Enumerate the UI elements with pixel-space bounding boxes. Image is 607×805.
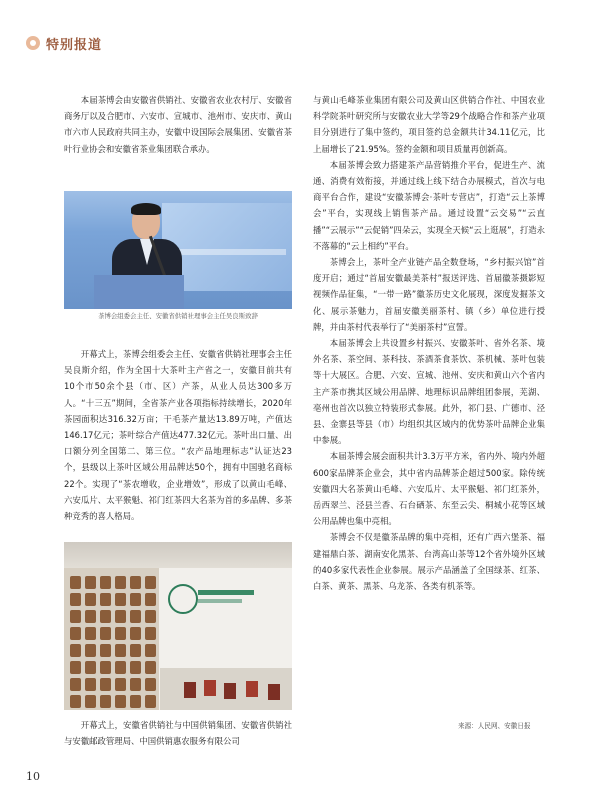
shelf-tea-can bbox=[85, 576, 96, 589]
shelf-tea-can bbox=[70, 644, 81, 657]
paragraph-product-range: 茶博会不仅是徽茶品牌的集中亮相，还有广西六堡茶、福建福鼎白茶、湖南安化黑茶、台湾高山茶等12个省外境外区域的40多家代表性企业参展。展示产品涵盖了全国绿茶、红茶、白茶、黄茶、黑茶、乌龙茶、各类有机茶等。 bbox=[313, 532, 545, 592]
paragraph-cloud-platform: 本届茶博会致力搭建茶产品营销推介平台，促进生产、流通、消费有效衔接，并通过线上线下结合办展模式，首次与电商平台合作，建设“安徽茶博会·茶叶专营店”，打造“云上茶博会”平台，实现线上销售茶产品。通过设置“云交易”“云直播”“云展示”“云促销”四朵云，实现全天候“云上逛展”，打造永不落幕的“云上相约”平台。 bbox=[313, 159, 545, 251]
shelf-tea-can bbox=[145, 678, 156, 691]
paragraph-rural-revitalization: 茶博会上，茶叶全产业链产品全数登场，“乡村振兴馆”首度开启；通过“首届安徽最美茶村”报送评选、首届徽茶摄影短视频作品征集，“一带一路”徽茶历史文化展现，深度发掘茶文化、展示茶魅力，首届安徽美丽茶村、镇（乡）单位进行授牌，并由茶村代表举行了“美丽茶村”宣誓。 bbox=[313, 257, 545, 332]
shelf-tea-can bbox=[130, 695, 141, 708]
shelf-tea-can bbox=[130, 678, 141, 691]
shelf-tea-can bbox=[70, 627, 81, 640]
shelf-tea-can bbox=[85, 695, 96, 708]
shelf-tea-can bbox=[115, 661, 126, 674]
shelf-tea-can bbox=[85, 610, 96, 623]
shelf-tea-can bbox=[100, 576, 111, 589]
shelf-tea-can bbox=[100, 593, 111, 606]
shelf-tea-can bbox=[145, 610, 156, 623]
shelf-tea-can bbox=[70, 593, 81, 606]
paragraph-opening-speech: 开幕式上，茶博会组委会主任、安徽省供销社理事会主任吴良斯介绍，作为全国十大茶叶主产省之一，安徽目前共有10个市50余个县（市、区）产茶，从业人员达300多万人。“十三五”期间，全省茶产业各项指标持续增长，2020年茶园面积达316.32万亩；干毛茶产量达13.89万吨，产值达146.17亿元；茶叶综合产值达477.32亿元。茶叶出口量、出口额分列全国第二、第三位。“农产品地理标志”认证达23个，县级以上茶叶区域公用品牌达50个，拥有中国驰名商标22个。实现了“茶农增收，企业增效”，形成了以黄山毛峰、六安瓜片、太平猴魁、祁门红茶四大名茶为首的多品牌、多茶种竞秀的喜人格局。 bbox=[64, 349, 292, 522]
shelf-tea-can bbox=[85, 678, 96, 691]
shelf-tea-can bbox=[115, 610, 126, 623]
page-number: 10 bbox=[26, 770, 40, 783]
paragraph-exhibition-scale: 本届茶博会展会面积共计3.3万平方米，省内外、境内外超600家品牌茶企业会，其中省内品牌茶企超过500家。除传统安徽四大名茶黄山毛峰、六安瓜片、太平猴魁、祁门红茶外，岳西翠兰、泾县兰香、石台硒茶、东至云尖、桐城小花等区域公用品牌也集中亮相。 bbox=[313, 451, 545, 527]
shelf-tea-can bbox=[85, 644, 96, 657]
shelf-tea-can bbox=[100, 695, 111, 708]
speaker-photo-caption: 茶博会组委会主任、安徽省供销社理事会主任吴良斯致辞 bbox=[98, 312, 258, 320]
shelf-tea-can bbox=[130, 593, 141, 606]
shelf-tea-can bbox=[130, 627, 141, 640]
shelf-tea-can bbox=[70, 661, 81, 674]
shelf-tea-can bbox=[85, 627, 96, 640]
paragraph-signing-continued: 与黄山毛峰茶业集团有限公司及黄山区供销合作社、中国农业科学院茶叶研究所与安徽农业大学等29个战略合作和茶产业项目分别进行了集中签约，项目签约总金额共计34.11亿元，比上届增长了21.95%。签约金额和项目质量再创新高。 bbox=[313, 95, 545, 154]
shelf-tea-can bbox=[70, 610, 81, 623]
speaker-photo bbox=[64, 191, 292, 309]
paragraph-signing-start: 开幕式上，安徽省供销社与中国供销集团、安徽省供销社与安徽邮政管理局、中国供销惠农服务有限公司 bbox=[64, 720, 292, 747]
shelf-tea-can bbox=[100, 610, 111, 623]
shelf-tea-can bbox=[130, 644, 141, 657]
shelf-tea-can bbox=[100, 627, 111, 640]
paragraph-organizers: 本届茶博会由安徽省供销社、安徽省农业农村厅、安徽省商务厅以及合肥市、六安市、宣城市、池州市、安庆市、黄山市六市人民政府共同主办，安徽中设国际会展集团、安徽省茶叶行业协会和安徽省茶业集团联合承办。 bbox=[64, 95, 292, 154]
left-column-top bbox=[64, 92, 292, 157]
shelf-tea-can bbox=[85, 661, 96, 674]
section-circle-icon bbox=[26, 36, 40, 50]
paragraph-exhibition-zones: 本届茶博会上共设置乡村振兴、安徽茶叶、省外名茶、境外名茶、茶空间、茶科技、茶酒茶食茶饮、茶机械、茶叶包装等十大展区。合肥、六安、宣城、池州、安庆和黄山六个省内主产茶市携其区域公用品牌、地理标识品牌组团参展，芜湖、亳州也首次以独立特装形式参展。此外，祁门县、广德市、泾县、金寨县等县（市）均组织其区域内的优势茶叶品牌企业集中参展。 bbox=[313, 338, 545, 446]
section-header bbox=[26, 35, 102, 51]
shelf-tea-can bbox=[115, 678, 126, 691]
exhibition-booth-photo bbox=[64, 542, 292, 710]
right-column bbox=[313, 92, 545, 594]
shelf-tea-can bbox=[145, 576, 156, 589]
shelf-tea-can bbox=[70, 678, 81, 691]
shelf-tea-can bbox=[145, 695, 156, 708]
section-title: 特别报道 bbox=[46, 37, 103, 53]
shelf-tea-can bbox=[130, 610, 141, 623]
shelf-tea-can bbox=[100, 644, 111, 657]
shelf-tea-can bbox=[115, 593, 126, 606]
shelf-tea-can bbox=[130, 576, 141, 589]
shelf-tea-can bbox=[115, 576, 126, 589]
left-column-middle bbox=[64, 346, 292, 524]
shelf-tea-can bbox=[100, 678, 111, 691]
shelf-tea-can bbox=[145, 644, 156, 657]
shelf-tea-can bbox=[70, 695, 81, 708]
shelf-tea-can bbox=[115, 644, 126, 657]
shelf-tea-can bbox=[145, 661, 156, 674]
shelf-tea-can bbox=[70, 576, 81, 589]
shelf-tea-can bbox=[115, 695, 126, 708]
shelf-tea-can bbox=[145, 627, 156, 640]
shelf-tea-can bbox=[115, 627, 126, 640]
shelf-tea-can bbox=[100, 661, 111, 674]
shelf-tea-can bbox=[130, 661, 141, 674]
shelf-tea-can bbox=[85, 593, 96, 606]
source-credit: 来源：人民网、安徽日报 bbox=[458, 722, 531, 730]
shelf-tea-can bbox=[145, 593, 156, 606]
left-column-bottom bbox=[64, 717, 292, 749]
